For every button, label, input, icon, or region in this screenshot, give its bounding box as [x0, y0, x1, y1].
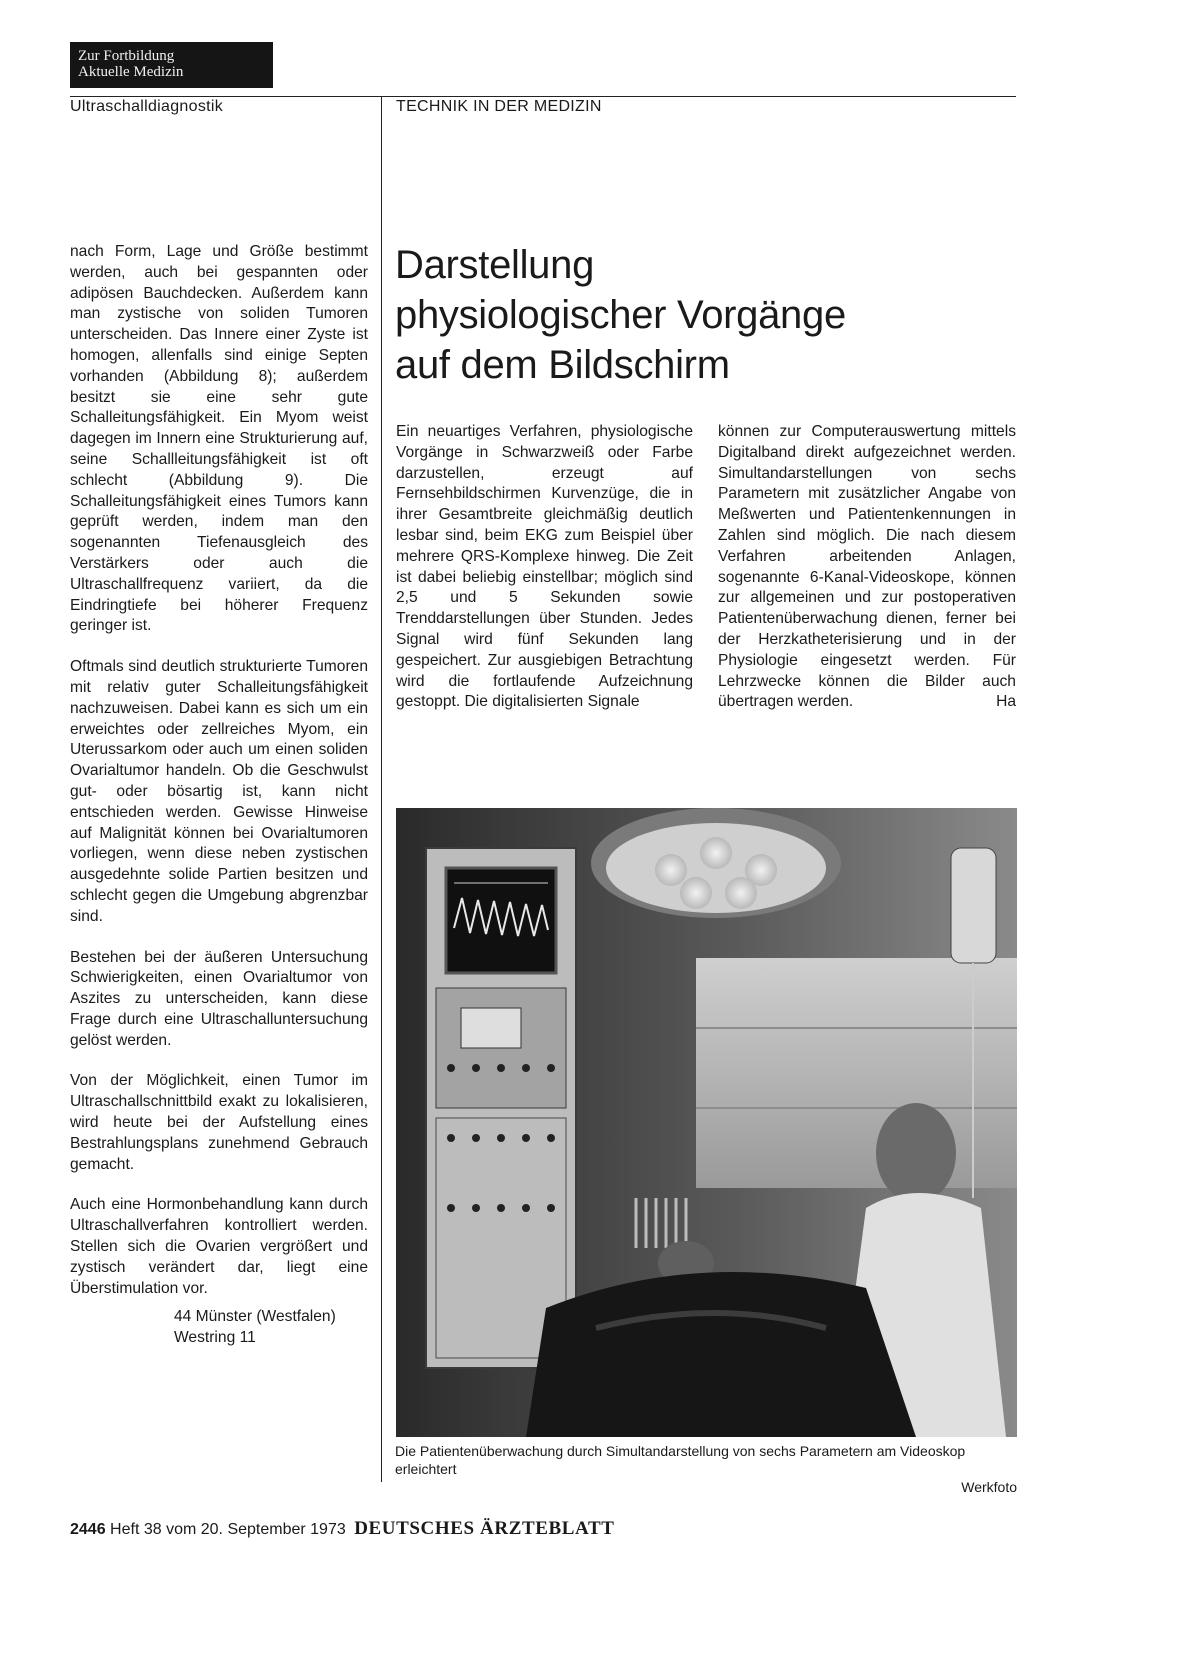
- author-address: [70, 1307, 368, 1349]
- monitoring-photo: [396, 808, 1017, 1437]
- left-paragraph: Auch eine Hormonbehandlung kann durch Ultraschallverfahren kontrolliert werden. Stellen sich die Ovarien vergrößert und zystisch verändert dar, liegt eine Überstimulation vor.: [70, 1196, 368, 1297]
- left-column: [70, 242, 368, 1349]
- address-line1: 44 Münster (Westfalen): [174, 1308, 336, 1326]
- column-divider: [381, 96, 382, 1482]
- title-line2: physiologischer Vorgänge: [395, 293, 846, 337]
- left-paragraph: Von der Möglichkeit, einen Tumor im Ultraschallschnittbild exakt zu lokalisieren, wird heute bei der Aufstellung eines Bestrahlungsplans zunehmend Gebrauch gemacht.: [70, 1072, 368, 1173]
- section-label-line1: Zur Fortbildung: [78, 48, 175, 64]
- article-column-2: [718, 422, 1016, 713]
- left-paragraph: Oftmals sind deutlich strukturierte Tumoren mit relativ guter Schalleitungsfähigkeit nachzuweisen. Dabei kann es sich um ein erweichtes oder zellreiches Myom, ein Uterussarkom oder auch um einen soliden Ovarialtumor handeln. Ob die Geschwulst gut- oder bösartig ist, kann nicht entschieden werden. Gewisse Hinweise auf Malignität können bei Ovarialtumoren vorliegen, wenn diese neben zystischen ausgedehnte solide Partien besitzen und schlecht gegen die Umgebung abgrenzbar sind.: [70, 658, 368, 925]
- page-footer: [70, 1518, 615, 1540]
- article-paragraph: Ein neuartiges Verfahren, physiologische Vorgänge in Schwarzweiß oder Farbe darzustellen, erzeugt auf Fernsehbildschirmen Kurvenzüge, die in ihrer Gesamtbreite gleichmäßig deutlich lesbar sind, beim EKG zum Beispiel über mehrere QRS-Komplexe hinweg. Die Zeit ist dabei beliebig einstellbar; möglich sind 2,5 und 5 Sekunden sowie Trenddarstellungen über Stunden. Jedes Signal wird fünf Sekunden lang gespeichert. Zur ausgiebigen Betrachtung wird die fortlaufende Aufzeichnung gestoppt. Die digitalisierten Signale: [396, 423, 693, 711]
- photo-credit: Werkfoto: [961, 1479, 1017, 1495]
- issue-info: Heft 38 vom 20. September 1973: [110, 1521, 346, 1538]
- header-rule: [70, 96, 1016, 97]
- section-label: [70, 42, 273, 88]
- journal-name: DEUTSCHES ÄRZTEBLATT: [354, 1518, 615, 1539]
- left-topic: Ultraschalldiagnostik: [70, 98, 224, 115]
- photo-caption: [395, 1442, 1017, 1496]
- left-paragraph: Bestehen bei der äußeren Untersuchung Schwierigkeiten, einen Ovarialtumor von Aszites zu unterscheiden, kann diese Frage durch eine Ultraschalluntersuchung gelöst werden.: [70, 948, 368, 1049]
- right-topic: TECHNIK IN DER MEDIZIN: [396, 98, 602, 115]
- author-signoff: Ha: [996, 693, 1016, 711]
- article-title: [395, 240, 955, 390]
- left-paragraph: nach Form, Lage und Größe bestimmt werden, auch bei gespannten oder adipösen Bauchdecken. Außerdem kann man zystische von soliden Tumoren unterscheiden. Das Innere einer Zyste ist homogen, allenfalls sind einige Septen vorhanden (Abbildung 8); außerdem besitzt sie eine sehr gute Schalleitungsfähigkeit. Ein Myom weist dagegen im Innern eine Strukturierung auf, seine Schallleitungsfähigkeit ist oft schlecht (Abbildung 9). Die Schalleitungsfähigkeit eines Tumors kann geprüft werden, indem man den sogenannten Tiefenausgleich des Verstärkers oder auch die Ultraschallfrequenz variiert, da die Eindringtiefe bei höherer Frequenz geringer ist.: [70, 243, 368, 635]
- page-number: 2446: [70, 1521, 106, 1538]
- photo-illustration: [396, 808, 1017, 1437]
- article-paragraph-text: können zur Computerauswertung mittels Digitalband direkt aufgezeichnet werden. Simultandarstellungen von sechs Parametern mit zusätzlicher Angabe von Meßwerten und Patientenkennungen in Zahlen sind möglich. Die nach diesem Verfahren arbeitenden Anlagen, sogenannte 6-Kanal-Videoskope, können zur allgemeinen und zur postoperativen Patientenüberwachung dienen, ferner bei der Herzkatheterisierung und in der Physiologie eingesetzt werden. Für Lehrzwecke können die Bilder auch übertragen werden.: [718, 423, 1016, 711]
- article-paragraph: [718, 422, 1016, 713]
- article-column-1: [396, 422, 693, 733]
- title-line3: auf dem Bildschirm: [395, 343, 730, 387]
- address-line2: Westring 11: [174, 1329, 256, 1347]
- section-label-line2: Aktuelle Medizin: [78, 64, 184, 80]
- title-line1: Darstellung: [395, 243, 595, 287]
- caption-text: Die Patientenüberwachung durch Simultandarstellung von sechs Parametern am Videoskop erleichtert: [395, 1443, 966, 1477]
